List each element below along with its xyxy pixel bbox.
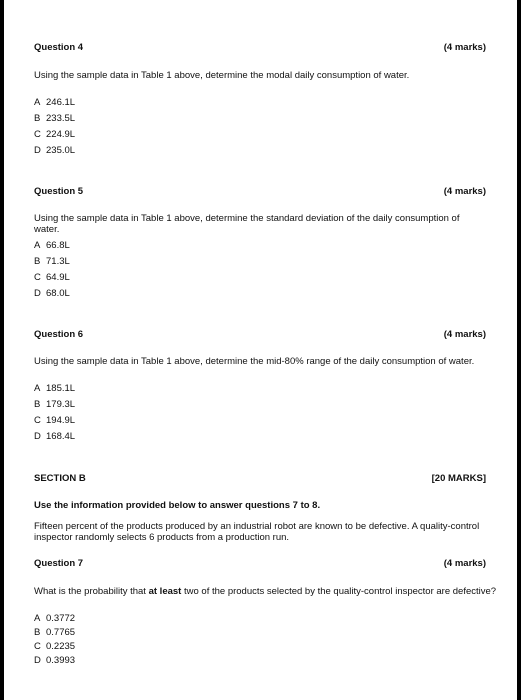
option-text: 224.9L	[46, 129, 76, 140]
question-6-option-b	[34, 399, 75, 410]
prompt-text: What is the probability that	[34, 586, 149, 597]
question-6-title: Question 6	[34, 329, 84, 340]
question-7-option-b	[34, 627, 75, 638]
question-4-title: Question 4	[34, 42, 84, 53]
question-7-prompt	[34, 586, 496, 597]
option-text: 0.3993	[46, 655, 76, 666]
question-6-marks: (4 marks)	[443, 329, 486, 340]
question-4-prompt: Using the sample data in Table 1 above, determine the modal daily consumption of water.	[34, 70, 410, 81]
question-5-option-a	[34, 240, 70, 251]
section-b-instruction: Use the information provided below to answer questions 7 to 8.	[34, 500, 321, 511]
option-text: 64.9L	[46, 272, 70, 283]
question-6-prompt: Using the sample data in Table 1 above, determine the mid-80% range of the daily consumption of water.	[34, 356, 475, 367]
option-letter: B	[34, 256, 41, 267]
question-4-marks: (4 marks)	[443, 42, 486, 53]
question-5-option-c	[34, 272, 70, 283]
option-text: 71.3L	[46, 256, 70, 267]
question-4-option-d	[34, 145, 75, 156]
question-7-title: Question 7	[34, 558, 84, 569]
question-4-option-a	[34, 97, 75, 108]
section-b-marks: [20 MARKS]	[431, 473, 486, 484]
section-b-paragraph: Fifteen percent of the products produced by an industrial robot are known to be defective. A quality-control inspector randomly selects 6 products from a production run.	[34, 521, 480, 544]
option-text: 185.1L	[46, 383, 76, 394]
option-letter: D	[34, 288, 41, 299]
option-text: 168.4L	[46, 431, 76, 442]
question-5-option-d	[34, 288, 70, 299]
prompt-emphasis: at least	[148, 586, 182, 597]
question-5-option-b	[34, 256, 70, 267]
option-letter: A	[34, 613, 41, 624]
question-5-prompt: Using the sample data in Table 1 above, determine the standard deviation of the daily consumption of water.	[34, 213, 460, 236]
option-text: 235.0L	[46, 145, 76, 156]
question-7-option-d	[34, 655, 75, 666]
question-5-title: Question 5	[34, 186, 84, 197]
question-4-option-b	[34, 113, 75, 124]
option-text: 68.0L	[46, 288, 70, 299]
document-page	[34, 0, 497, 700]
option-text: 179.3L	[46, 399, 76, 410]
option-letter: C	[34, 272, 41, 283]
option-letter: B	[34, 627, 41, 638]
prompt-text: two of the products selected by the quality-control inspector are defective?	[181, 586, 497, 597]
question-6-option-a	[34, 383, 75, 394]
question-6-option-c	[34, 415, 75, 426]
option-letter: B	[34, 399, 41, 410]
right-page-edge	[517, 0, 521, 700]
option-letter: D	[34, 431, 41, 442]
option-text: 66.8L	[46, 240, 70, 251]
option-text: 0.7765	[46, 627, 76, 638]
option-letter: A	[34, 97, 41, 108]
left-page-edge	[0, 0, 4, 700]
option-text: 233.5L	[46, 113, 76, 124]
question-7-option-a	[34, 613, 75, 624]
question-7-marks: (4 marks)	[443, 558, 486, 569]
option-letter: C	[34, 641, 41, 652]
option-letter: C	[34, 415, 41, 426]
question-5-marks: (4 marks)	[443, 186, 486, 197]
option-letter: A	[34, 383, 41, 394]
option-text: 0.2235	[46, 641, 76, 652]
option-letter: B	[34, 113, 41, 124]
option-text: 246.1L	[46, 97, 76, 108]
option-letter: A	[34, 240, 41, 251]
section-b-title: SECTION B	[34, 473, 86, 484]
option-letter: D	[34, 655, 41, 666]
option-letter: D	[34, 145, 41, 156]
question-6-option-d	[34, 431, 75, 442]
question-4-option-c	[34, 129, 75, 140]
option-text: 194.9L	[46, 415, 76, 426]
option-letter: C	[34, 129, 41, 140]
question-7-option-c	[34, 641, 75, 652]
option-text: 0.3772	[46, 613, 76, 624]
